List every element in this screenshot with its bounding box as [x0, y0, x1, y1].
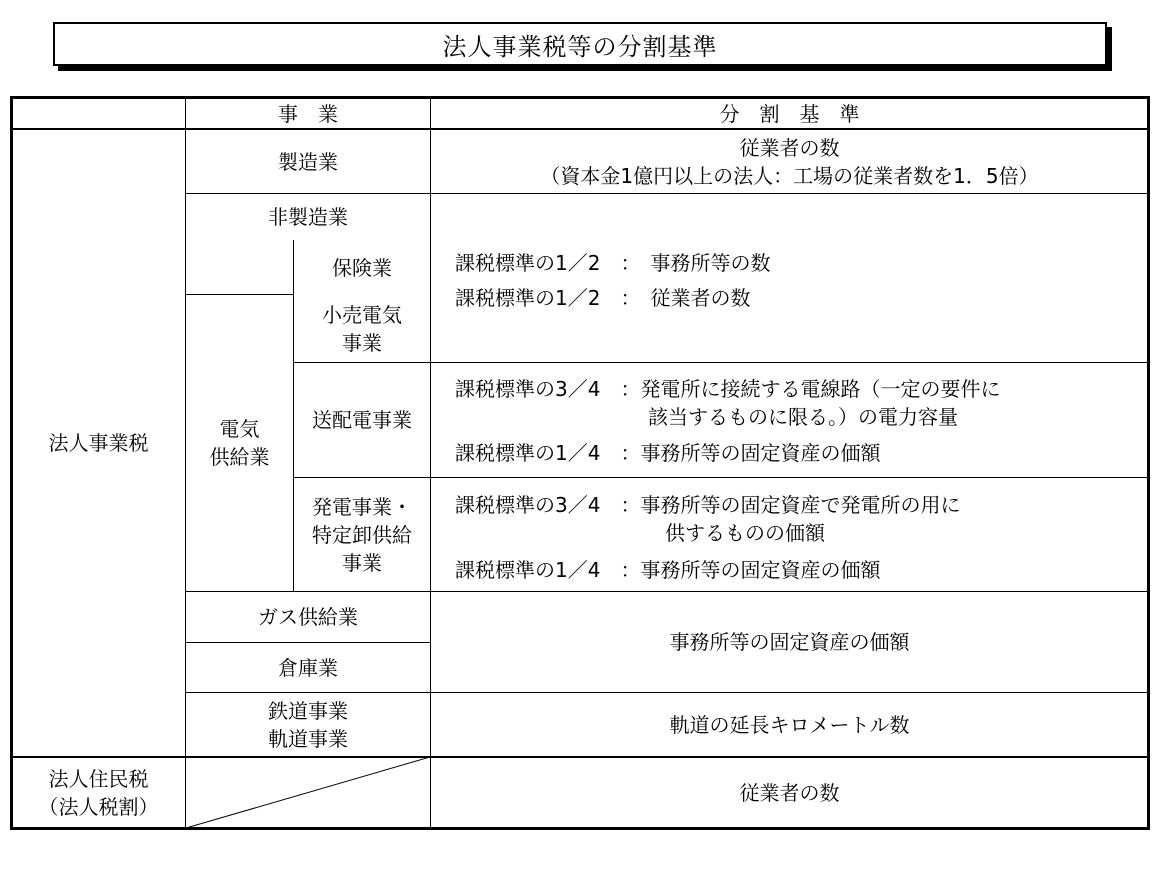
electricity-label-line1: 電気: [219, 417, 260, 441]
retail-electricity-cell: [294, 295, 430, 362]
generation-label-line3: 事業: [342, 550, 382, 575]
manufacturing-label: 製造業: [278, 149, 338, 174]
gas-label: ガス供給業: [258, 605, 358, 629]
page-title: 法人事業税等の分割基準: [53, 22, 1107, 66]
transmission-cell: [294, 363, 430, 477]
warehouse-label: 倉庫業: [278, 655, 338, 680]
railway-criteria-text: 軌道の延長キロメートル数: [669, 712, 910, 737]
header-business: [186, 99, 430, 128]
inhabitant-label-line1: 法人住民税: [48, 767, 149, 791]
railway-label-line1: 鉄道事業: [268, 698, 348, 723]
gas-warehouse-criteria: [431, 592, 1148, 692]
railway-label-line2: 軌道事業: [268, 726, 348, 751]
transmission-criteria-line3: 課税標準の1／4 ：事務所等の固定資産の価額: [455, 441, 881, 465]
gas-supply-cell: [186, 592, 430, 642]
manufacturing-cell: [186, 130, 430, 193]
transmission-criteria-line2: 該当するものに限る。）の電力容量: [648, 405, 958, 429]
non-manufacturing-criteria-line2: 課税標準の1／2 ： 従業者の数: [455, 286, 751, 310]
electricity-label-line2: 供給業: [209, 445, 270, 469]
header-business-label: 事 業: [278, 101, 338, 126]
generation-criteria-line1: 課税標準の3／4 ：事務所等の固定資産で発電所の用に: [455, 493, 961, 517]
corporate-inhabitant-tax-label: [12, 758, 185, 828]
generation-label-line2: 特定卸供給: [312, 522, 412, 547]
insurance-label: 保険業: [332, 255, 392, 280]
header-criteria-label: 分 割 基 準: [719, 101, 860, 126]
manufacturing-criteria-line2: （資本金1億円以上の法人：工場の従業者数を1．5倍）: [540, 163, 1039, 188]
non-manufacturing-cell: [186, 194, 430, 240]
railway-cell: [186, 693, 430, 756]
generation-criteria-line2: 供するものの価額: [665, 521, 825, 545]
gas-warehouse-criteria-text: 事務所等の固定資産の価額: [669, 630, 910, 654]
corporate-enterprise-tax-text: 法人事業税: [48, 431, 149, 455]
transmission-criteria-line1: 課税標準の3／4 ：発電所に接続する電線路（一定の要件に: [455, 377, 1001, 401]
generation-cell: [294, 478, 430, 591]
electricity-supply-cell: [186, 295, 293, 591]
diagonal-slash: [186, 757, 430, 828]
inhabitant-criteria: [431, 758, 1148, 828]
inhabitant-criteria-text: 従業者の数: [739, 781, 840, 805]
railway-criteria: [431, 693, 1148, 756]
header-criteria: [431, 99, 1148, 128]
inhabitant-label-line2: （法人税割）: [38, 795, 159, 819]
manufacturing-criteria: [431, 130, 1148, 193]
corporate-enterprise-tax-label: [12, 130, 185, 756]
insurance-cell: [294, 241, 430, 294]
manufacturing-criteria-line1: 従業者の数: [739, 135, 840, 160]
warehouse-cell: [186, 643, 430, 692]
retail-label-line2: 事業: [342, 330, 382, 355]
non-manufacturing-label: 非製造業: [268, 205, 348, 229]
generation-label-line1: 発電事業・: [312, 494, 412, 519]
retail-label-line1: 小売電気: [322, 302, 402, 327]
non-manufacturing-criteria-line1: 課税標準の1／2 ： 事務所等の数: [455, 251, 771, 275]
transmission-label: 送配電事業: [312, 408, 412, 432]
generation-criteria-line3: 課税標準の1／4 ：事務所等の固定資産の価額: [455, 558, 881, 582]
